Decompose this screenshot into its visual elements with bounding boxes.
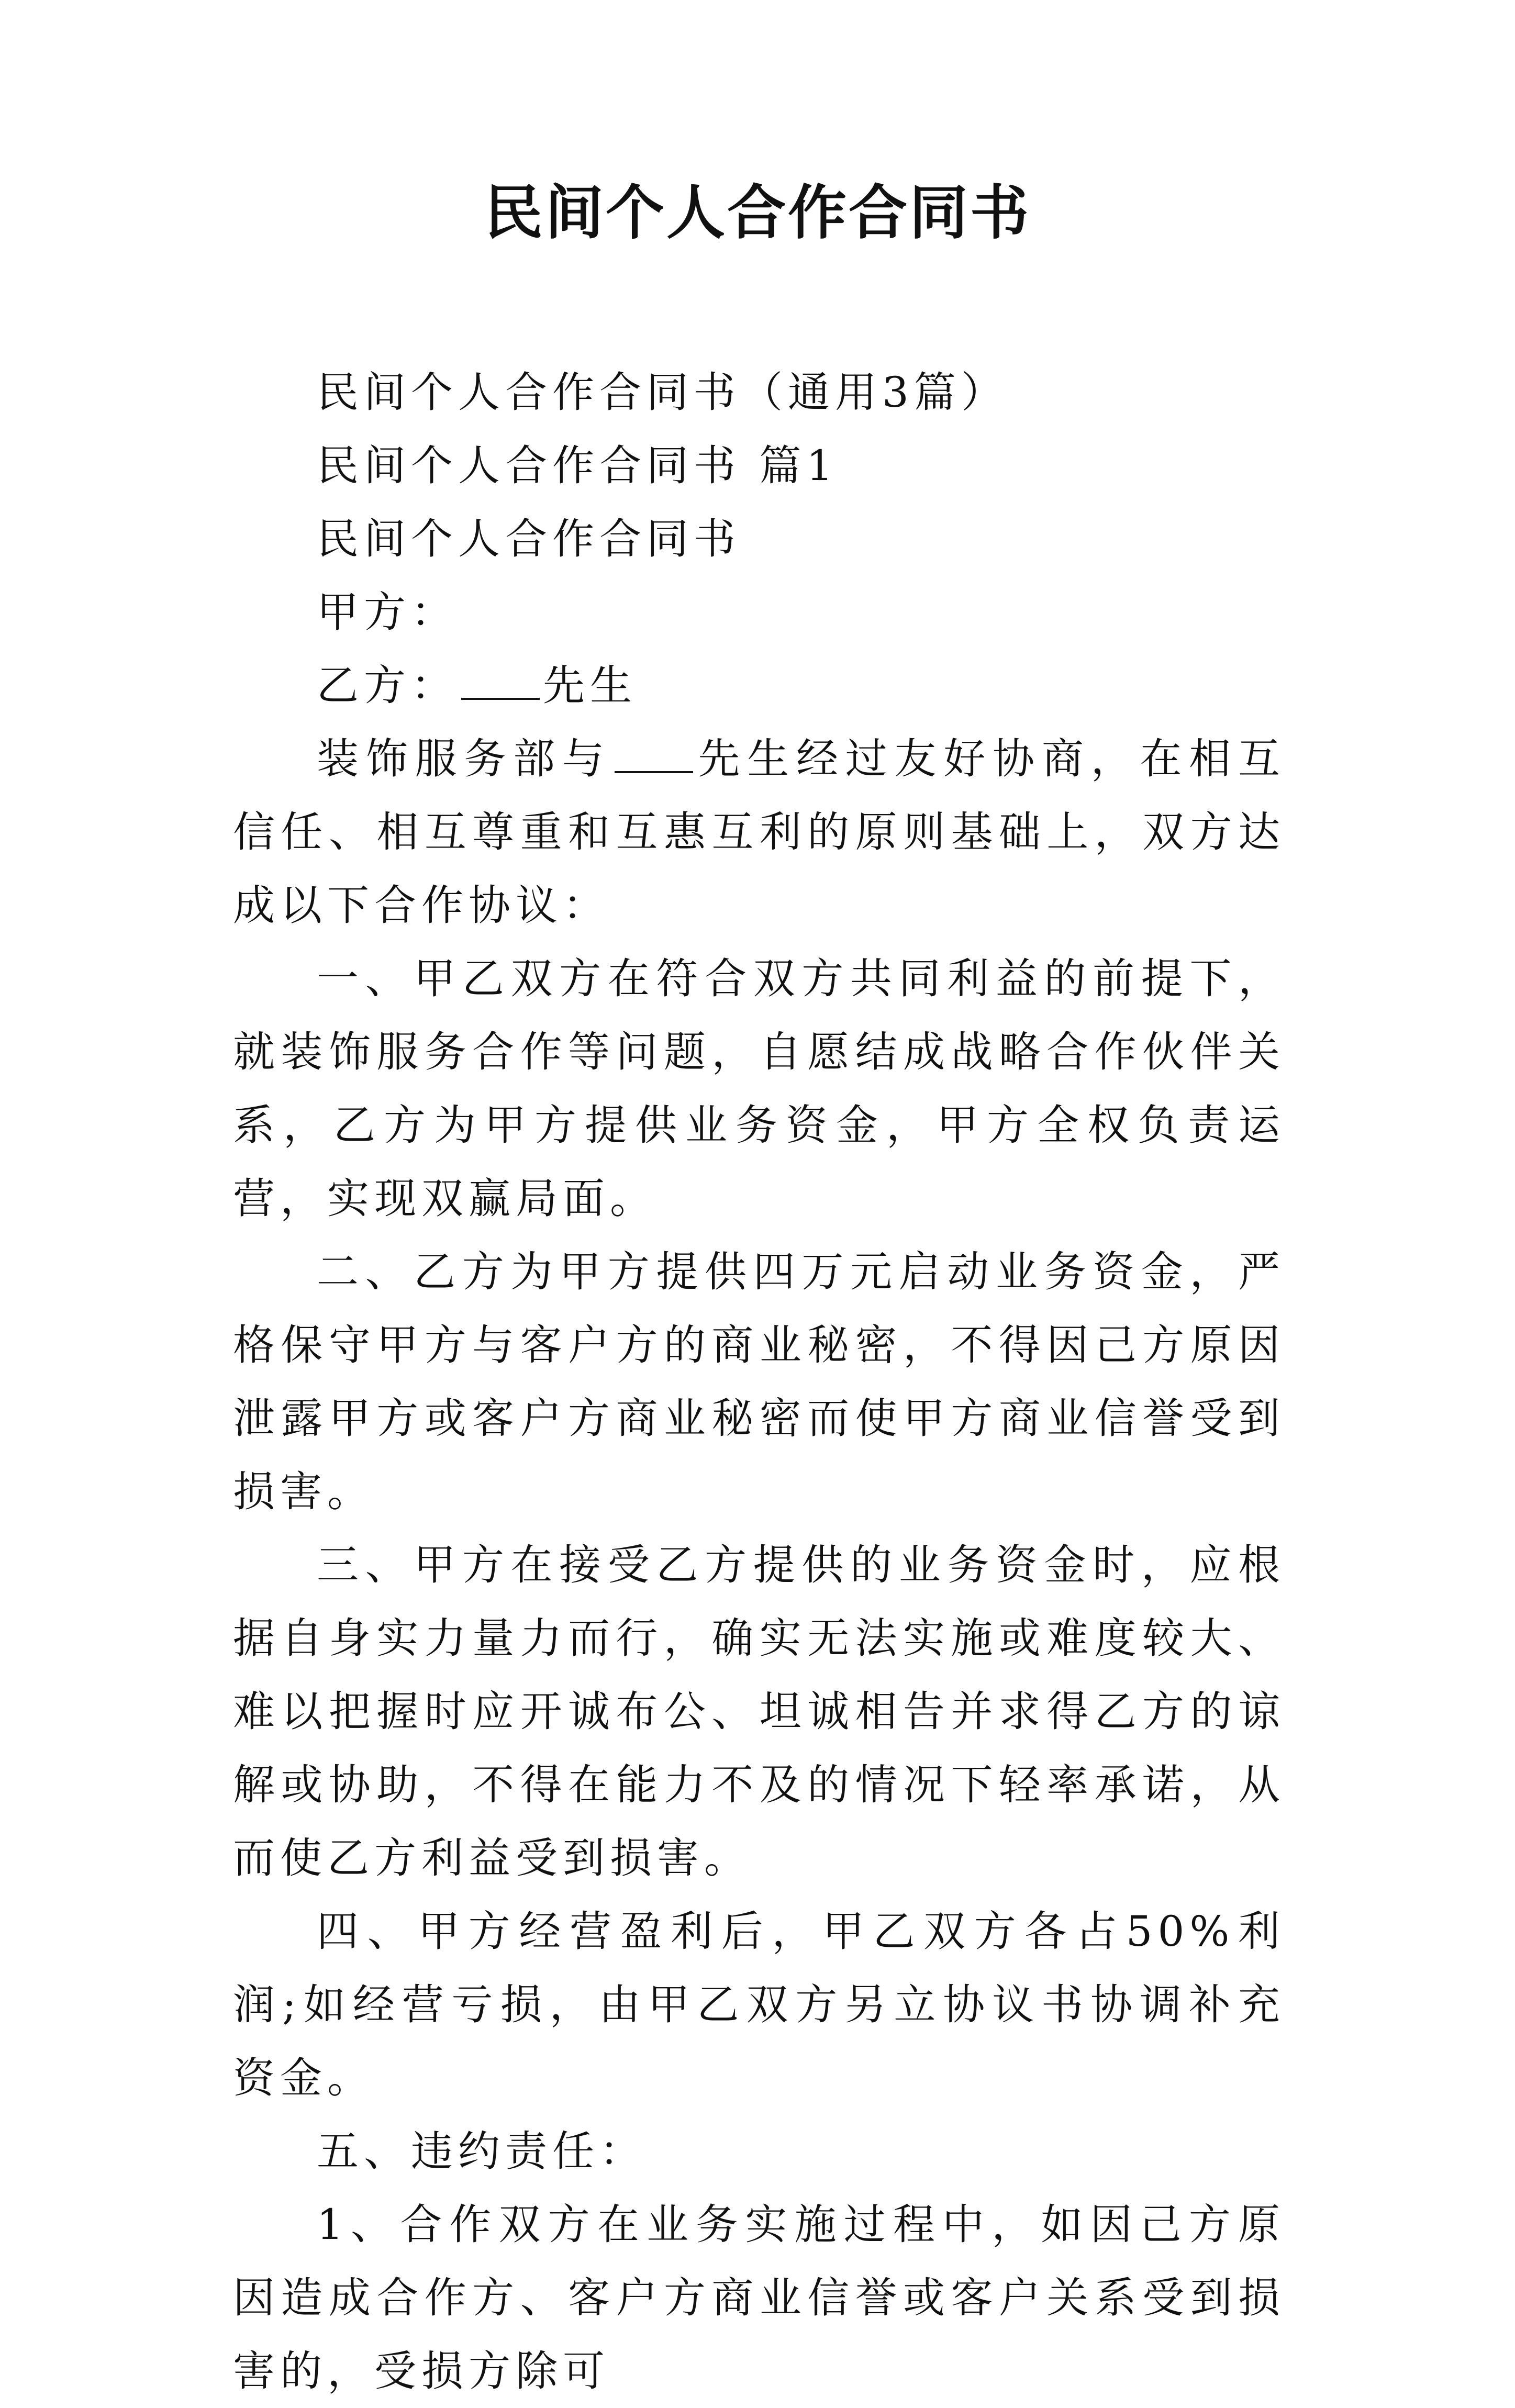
clause-5-item-1: 1、合作双方在业务实施过程中，如因己方原因造成合作方、客户方商业信誉或客户关系受到损害的，受损方除可 (233, 2200, 1285, 2395)
intro-after-blank: 先生经过友好协商，在相互信任、相互尊重和互惠互利的原则基础上，双方达成以下合作协议： (233, 734, 1286, 930)
intro-before-blank: 装饰服务部与 (317, 734, 611, 783)
document-title: 民间个人合作合同书 (484, 179, 1031, 247)
clause-2: 二、乙方为甲方提供四万元启动业务资金，严格保守甲方与客户方的商业秘密，不得因己方原因泄露甲方或客户方商业秘密而使甲方商业信誉受到损害。 (233, 1247, 1285, 1516)
document-body (233, 356, 1285, 2408)
intro-blank (615, 740, 693, 773)
header-line-2: 民间个人合作合同书 篇1 (317, 441, 839, 490)
party-a-line: 甲方： (317, 588, 458, 637)
party-b-blank (461, 666, 540, 700)
clause-1: 一、甲乙双方在符合双方共同利益的前提下，就装饰服务合作等问题，自愿结成战略合作伙伴关系，乙方为甲方提供业务资金，甲方全权负责运营，实现双赢局面。 (233, 954, 1285, 1223)
party-b-line (233, 649, 1285, 722)
clause-4: 四、甲方经营盈利后，甲乙双方各占50%利润;如经营亏损，由甲乙双方另立协议书协调补充资金。 (233, 1907, 1285, 2102)
header-line-1: 民间个人合作合同书（通用3篇） (317, 368, 1008, 417)
clause-5-heading: 五、违约责任： (317, 2127, 647, 2176)
header-line-3: 民间个人合作合同书 (317, 515, 741, 563)
clause-3: 三、甲方在接受乙方提供的业务资金时，应根据自身实力量力而行，确实无法实施或难度较大、难以把握时应开诚布公、坦诚相告并求得乙方的谅解或协助，不得在能力不及的情况下轻率承诺，从而使乙方利益受到损害。 (233, 1541, 1285, 1882)
party-b-suffix: 先生 (543, 661, 637, 710)
intro-paragraph (233, 722, 1285, 942)
party-b-prefix: 乙方： (317, 661, 458, 710)
